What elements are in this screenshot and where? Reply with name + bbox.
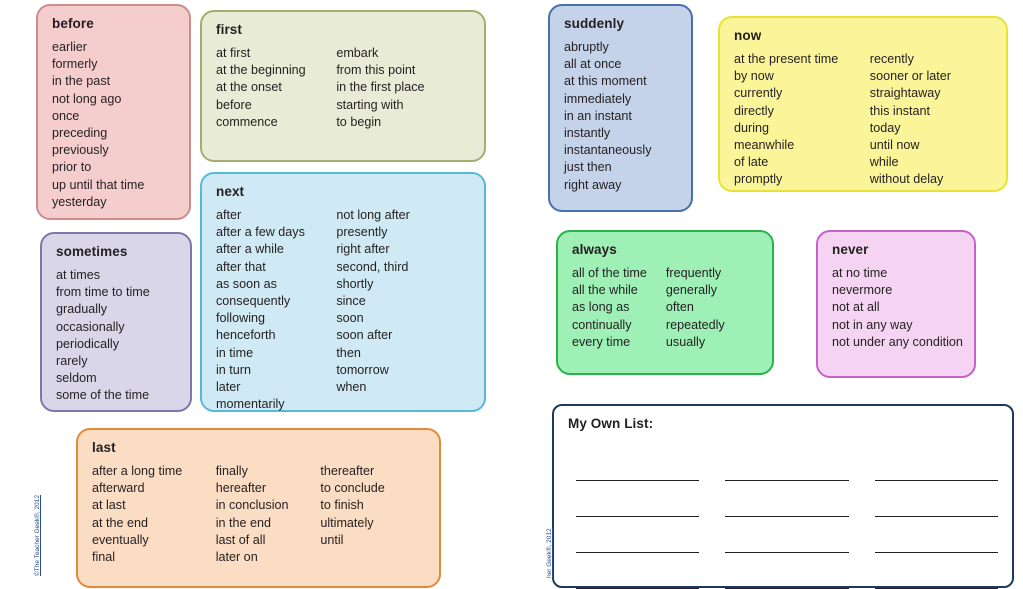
word-item: not in any way <box>832 317 913 332</box>
word-box-last <box>76 428 441 588</box>
word-item: then <box>336 345 361 360</box>
word-item: in the past <box>52 74 111 89</box>
my-own-list-lines <box>568 445 998 589</box>
word-column <box>52 39 175 211</box>
word-item: since <box>336 294 366 309</box>
word-item: rarely <box>56 354 88 369</box>
write-in-line[interactable] <box>576 517 699 553</box>
word-item: thereafter <box>320 464 375 478</box>
word-item: in the end <box>215 515 272 530</box>
word-column <box>216 45 336 131</box>
word-item: repeatedly <box>665 317 725 332</box>
my-own-list-column <box>725 445 848 589</box>
word-item: frequently <box>665 266 722 280</box>
word-item: afterward <box>92 481 145 496</box>
word-item: consequently <box>216 294 291 309</box>
word-box-title: always <box>572 242 617 257</box>
word-column <box>572 265 666 351</box>
word-item: earlier <box>52 40 87 54</box>
word-item: while <box>869 155 899 170</box>
word-item: in time <box>216 345 254 360</box>
word-item: periodically <box>56 336 119 351</box>
word-item: not at all <box>832 300 880 315</box>
word-item: by now <box>734 69 774 84</box>
word-item: right after <box>336 242 390 257</box>
word-item: seldom <box>56 371 97 386</box>
word-item: as long as <box>572 300 630 315</box>
word-item: at this moment <box>564 74 647 89</box>
word-item: hereafter <box>215 481 267 496</box>
word-item: soon <box>336 311 364 326</box>
write-in-line[interactable] <box>576 445 699 481</box>
word-item: henceforth <box>216 328 276 343</box>
word-item: later <box>216 380 241 395</box>
my-own-list-column <box>875 445 998 589</box>
word-item: in the first place <box>336 80 425 95</box>
word-item: instantly <box>564 126 611 141</box>
word-item: preceding <box>52 126 108 141</box>
word-item: sooner or later <box>869 69 951 84</box>
word-item: last of all <box>215 532 266 547</box>
word-item: straightaway <box>869 86 941 101</box>
word-box-title: now <box>734 28 762 43</box>
write-in-line[interactable] <box>725 481 848 517</box>
word-box-sometimes <box>40 232 192 412</box>
word-box-title: sometimes <box>56 244 128 259</box>
word-item: until now <box>869 138 920 153</box>
word-item: recently <box>869 52 914 66</box>
word-item: all the while <box>572 283 638 298</box>
word-box-title: first <box>216 22 243 37</box>
word-item: second, third <box>336 259 409 274</box>
word-column <box>564 39 677 194</box>
word-item: all at once <box>564 57 622 72</box>
word-item: eventually <box>92 532 149 547</box>
word-item: this instant <box>869 103 930 118</box>
word-box-now <box>718 16 1008 192</box>
word-columns <box>92 463 425 566</box>
word-item: to conclude <box>320 481 385 496</box>
word-columns <box>832 265 963 351</box>
word-item: occasionally <box>56 319 125 334</box>
word-item: as soon as <box>216 276 277 291</box>
word-item: starting with <box>336 97 404 112</box>
word-item: just then <box>564 160 612 175</box>
write-in-line[interactable] <box>875 553 998 589</box>
word-item: before <box>216 97 252 112</box>
word-item: following <box>216 311 266 326</box>
word-column <box>92 463 216 566</box>
my-own-list-title: My Own List: <box>568 416 654 431</box>
word-column <box>832 265 963 351</box>
word-item: meanwhile <box>734 138 795 153</box>
word-column <box>870 51 992 189</box>
word-columns <box>56 267 176 405</box>
word-item: directly <box>734 103 774 118</box>
word-columns <box>734 51 992 189</box>
write-in-line[interactable] <box>725 445 848 481</box>
word-item: right away <box>564 177 622 192</box>
word-item: generally <box>665 283 718 298</box>
word-item: when <box>336 380 367 395</box>
word-item: not long ago <box>52 91 122 106</box>
word-column <box>56 267 176 405</box>
word-column <box>216 207 336 413</box>
word-columns <box>216 45 470 131</box>
word-item: at the end <box>92 515 149 530</box>
word-item: at the beginning <box>216 63 306 78</box>
write-in-line[interactable] <box>875 445 998 481</box>
write-in-line[interactable] <box>725 517 848 553</box>
word-item: at the present time <box>734 52 839 66</box>
word-item: at the onset <box>216 80 282 95</box>
word-column <box>336 207 470 413</box>
word-item: after a while <box>216 242 284 257</box>
word-item: all of the time <box>572 266 647 280</box>
word-item: yesterday <box>52 194 107 209</box>
word-item: to begin <box>336 114 382 129</box>
word-box-before <box>36 4 191 220</box>
word-box-title: never <box>832 242 869 257</box>
word-item: from time to time <box>56 285 150 300</box>
word-item: every time <box>572 334 631 349</box>
word-item: at times <box>56 268 101 282</box>
word-item: once <box>52 108 80 123</box>
word-item: commence <box>216 114 278 129</box>
word-item: ultimately <box>320 515 374 530</box>
word-item: instantaneously <box>564 143 652 158</box>
word-item: in turn <box>216 362 252 377</box>
word-item: previously <box>52 143 109 158</box>
word-item: of late <box>734 155 769 170</box>
word-item: in conclusion <box>215 498 289 513</box>
word-item: not under any condition <box>832 334 963 349</box>
word-item: usually <box>665 334 706 349</box>
write-in-line[interactable] <box>576 481 699 517</box>
word-item: gradually <box>56 302 108 317</box>
word-item: during <box>734 120 770 135</box>
word-item: currently <box>734 86 783 101</box>
word-item: shortly <box>336 276 374 291</box>
word-box-title: next <box>216 184 245 199</box>
word-item: prior to <box>52 160 92 175</box>
word-item: today <box>869 120 901 135</box>
word-box-first <box>200 10 486 162</box>
write-in-line[interactable] <box>875 481 998 517</box>
word-item: to finish <box>320 498 364 513</box>
word-item: at no time <box>832 266 888 280</box>
word-item: tomorrow <box>336 362 389 377</box>
word-item: in an instant <box>564 108 632 123</box>
word-item: after a long time <box>92 464 183 478</box>
word-column <box>216 463 321 566</box>
word-box-always <box>556 230 774 375</box>
word-box-title: suddenly <box>564 16 625 31</box>
word-item: some of the time <box>56 388 150 403</box>
word-item: until <box>320 532 344 547</box>
word-column <box>666 265 758 351</box>
word-item: finally <box>215 464 248 478</box>
word-item: after <box>216 208 242 222</box>
write-in-line[interactable] <box>576 553 699 589</box>
word-column <box>320 463 425 566</box>
write-in-line[interactable] <box>725 553 848 589</box>
word-item: up until that time <box>52 177 145 192</box>
word-item: abruptly <box>564 40 609 54</box>
word-item: embark <box>336 46 379 60</box>
word-box-never <box>816 230 976 378</box>
write-in-line[interactable] <box>875 517 998 553</box>
word-item: at first <box>216 46 251 60</box>
word-item: formerly <box>52 57 98 72</box>
word-columns <box>572 265 758 351</box>
word-item: immediately <box>564 91 632 106</box>
word-item: often <box>665 300 694 315</box>
copyright-credit-left[interactable]: ©The Teacher Geek®, 2012 <box>34 494 41 576</box>
word-column <box>734 51 870 189</box>
word-item: soon after <box>336 328 393 343</box>
word-item: without delay <box>869 172 944 187</box>
word-item: later on <box>215 550 258 565</box>
word-item: final <box>92 550 116 565</box>
word-item: after a few days <box>216 225 305 240</box>
word-item: from this point <box>336 63 416 78</box>
my-own-list-box <box>552 404 1014 588</box>
word-column <box>336 45 470 131</box>
word-box-next <box>200 172 486 412</box>
word-box-title: last <box>92 440 116 455</box>
word-columns <box>564 39 677 194</box>
word-columns <box>216 207 470 413</box>
word-item: after that <box>216 259 266 274</box>
word-columns <box>52 39 175 211</box>
word-item: promptly <box>734 172 783 187</box>
word-item: not long after <box>336 208 410 222</box>
word-item: momentarily <box>216 397 285 412</box>
word-item: nevermore <box>832 283 893 298</box>
copyright-credit-middle[interactable]: her Geek®, 2012 <box>546 528 553 578</box>
word-item: continually <box>572 317 632 332</box>
word-item: presently <box>336 225 388 240</box>
word-item: at last <box>92 498 126 513</box>
my-own-list-column <box>576 445 699 589</box>
word-box-suddenly <box>548 4 693 212</box>
word-box-title: before <box>52 16 94 31</box>
